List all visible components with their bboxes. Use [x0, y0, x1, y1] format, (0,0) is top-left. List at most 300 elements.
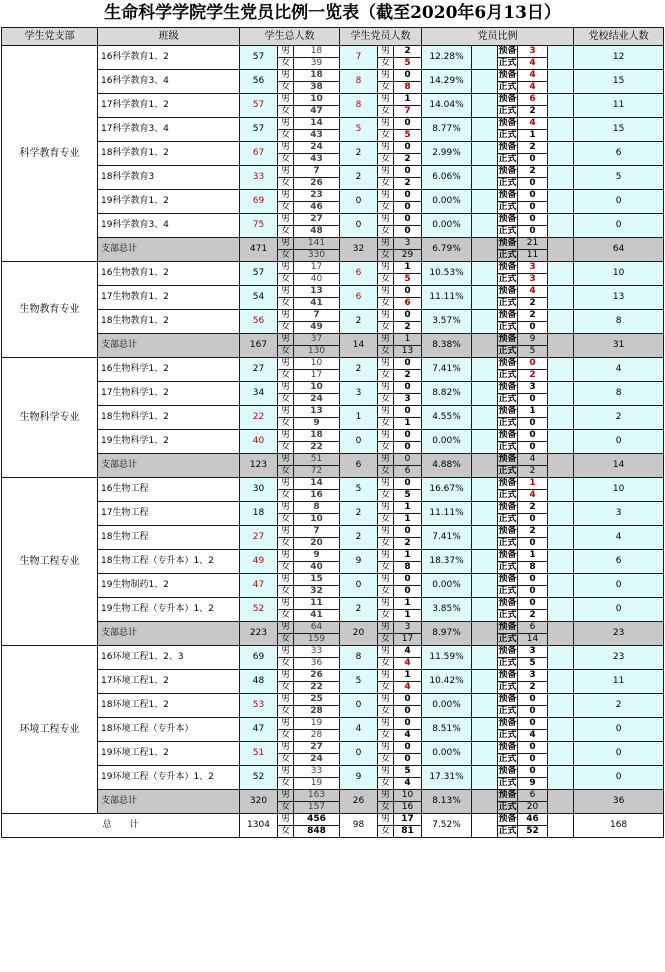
female-count: 38: [294, 82, 340, 94]
probationary-label: 预备: [498, 118, 517, 128]
formal-count: 2: [518, 106, 548, 118]
party-male-count: 1: [394, 334, 422, 346]
ratio-spacer: [472, 94, 498, 118]
class-name: 17科学教育3、4: [98, 118, 240, 142]
party-male-label: 男: [378, 430, 394, 442]
party-female-label: 女: [378, 466, 394, 478]
party-female-label: 女: [378, 154, 394, 166]
female-label: 女: [278, 634, 294, 646]
total-students: 27: [240, 526, 278, 550]
party-ratio: 8.82%: [422, 382, 472, 406]
class-name: 17生物工程: [98, 502, 240, 526]
male-count: 10: [294, 382, 340, 394]
female-count: 22: [294, 442, 340, 454]
party-ratio: 14.04%: [422, 94, 472, 118]
party-ratio: 7.41%: [422, 358, 472, 382]
male-label: 男: [278, 814, 294, 826]
formal-label: 正式: [498, 490, 517, 500]
probationary-count: 3: [518, 646, 548, 658]
table-row: [2, 214, 664, 226]
male-label: 男: [278, 334, 294, 346]
party-ratio: 11.11%: [422, 286, 472, 310]
party-ratio: 0.00%: [422, 742, 472, 766]
male-count: 10: [294, 94, 340, 106]
formal-count: 5: [518, 658, 548, 670]
class-name: 19科学教育3、4: [98, 214, 240, 238]
total-students: 47: [240, 718, 278, 742]
ratio-spacer-right: [548, 190, 574, 214]
probationary-label: 预备: [498, 94, 517, 104]
party-school-grads: 64: [574, 238, 664, 262]
ratio-spacer-right: [548, 358, 574, 382]
ratio-spacer: [472, 310, 498, 334]
table-row: [2, 742, 664, 754]
ratio-spacer: [472, 742, 498, 766]
female-count: 28: [294, 730, 340, 742]
female-count: 157: [294, 802, 340, 814]
female-label: 女: [278, 802, 294, 814]
class-name: 17环境工程1、2: [98, 670, 240, 694]
female-label: 女: [278, 586, 294, 598]
party-ratio: 4.88%: [422, 454, 472, 478]
party-male-count: 0: [394, 406, 422, 418]
male-count: 14: [294, 118, 340, 130]
female-label: 女: [278, 130, 294, 142]
ratio-spacer: [472, 166, 498, 190]
party-members: 3: [340, 382, 378, 406]
probationary-count: 0: [518, 430, 548, 442]
party-female-label: 女: [378, 250, 394, 262]
party-male-count: 1: [394, 94, 422, 106]
table-row: [2, 262, 664, 274]
total-students: 52: [240, 598, 278, 622]
party-male-label: 男: [378, 550, 394, 562]
party-female-label: 女: [378, 490, 394, 502]
formal-count: 11: [518, 250, 548, 262]
party-female-count: 4: [394, 730, 422, 742]
formal-label: 正式: [498, 586, 517, 596]
party-male-label: 男: [378, 286, 394, 298]
female-count: 46: [294, 202, 340, 214]
class-name: 19科学教育1、2: [98, 190, 240, 214]
total-students: 47: [240, 574, 278, 598]
male-count: 64: [294, 622, 340, 634]
table-row: [2, 598, 664, 610]
party-ratio: 4.55%: [422, 406, 472, 430]
party-male-label: 男: [378, 526, 394, 538]
party-school-grads: 6: [574, 142, 664, 166]
male-count: 37: [294, 334, 340, 346]
ratio-spacer: [472, 694, 498, 718]
party-female-count: 5: [394, 490, 422, 502]
probationary-label: 预备: [498, 46, 517, 56]
female-count: 28: [294, 706, 340, 718]
ratio-spacer: [472, 574, 498, 598]
ratio-spacer: [472, 478, 498, 502]
formal-count: 0: [518, 538, 548, 550]
subtotal-row: [2, 334, 664, 346]
female-label: 女: [278, 274, 294, 286]
party-female-count: 8: [394, 82, 422, 94]
party-school-grads: 23: [574, 646, 664, 670]
female-count: 40: [294, 274, 340, 286]
formal-label: 正式: [498, 826, 517, 836]
female-label: 女: [278, 730, 294, 742]
party-female-count: 16: [394, 802, 422, 814]
male-count: 456: [294, 814, 340, 826]
total-students: 52: [240, 766, 278, 790]
party-female-count: 0: [394, 442, 422, 454]
probationary-label: 预备: [498, 502, 517, 512]
table-row: [2, 766, 664, 778]
ratio-spacer-right: [548, 550, 574, 574]
male-count: 141: [294, 238, 340, 250]
party-ratio: 14.29%: [422, 70, 472, 94]
header-total-students: 学生总人数: [240, 28, 340, 46]
probationary-label: 预备: [498, 70, 517, 80]
party-female-count: 0: [394, 706, 422, 718]
party-members: 9: [340, 550, 378, 574]
ratio-spacer-right: [548, 430, 574, 454]
total-students: 51: [240, 742, 278, 766]
party-male-count: 1: [394, 670, 422, 682]
probationary-count: 0: [518, 718, 548, 730]
male-count: 51: [294, 454, 340, 466]
female-label: 女: [278, 202, 294, 214]
formal-label: 正式: [498, 298, 517, 308]
male-count: 18: [294, 46, 340, 58]
party-members: 20: [340, 622, 378, 646]
formal-label: 正式: [498, 394, 517, 404]
male-label: 男: [278, 310, 294, 322]
formal-count: 0: [518, 154, 548, 166]
page-title: 生命科学学院学生党员比例一览表（截至2020年6月13日）: [104, 3, 561, 23]
probationary-count: 6: [518, 790, 548, 802]
table-row: [2, 430, 664, 442]
probationary-label: 预备: [498, 766, 517, 776]
table-row: [2, 670, 664, 682]
ratio-spacer-right: [548, 310, 574, 334]
class-name: 18生物工程: [98, 526, 240, 550]
formal-label: 正式: [498, 562, 517, 572]
male-count: 17: [294, 262, 340, 274]
formal-count: 1: [518, 130, 548, 142]
male-count: 24: [294, 142, 340, 154]
table-row: [2, 166, 664, 178]
formal-label: 正式: [498, 754, 517, 764]
class-name: 16生物工程: [98, 478, 240, 502]
probationary-count: 6: [518, 622, 548, 634]
probationary-count: 4: [518, 70, 548, 82]
party-school-grads: 31: [574, 334, 664, 358]
female-count: 26: [294, 178, 340, 190]
total-students: 54: [240, 286, 278, 310]
party-female-label: 女: [378, 826, 394, 838]
party-school-grads: 0: [574, 574, 664, 598]
formal-label: 正式: [498, 226, 517, 236]
male-label: 男: [278, 766, 294, 778]
female-label: 女: [278, 538, 294, 550]
party-ratio: 7.41%: [422, 526, 472, 550]
table-row: [2, 574, 664, 586]
formal-label: 正式: [498, 514, 517, 524]
party-male-count: 0: [394, 430, 422, 442]
formal-count: 2: [518, 370, 548, 382]
total-students: 57: [240, 118, 278, 142]
probationary-count: 4: [518, 286, 548, 298]
male-count: 27: [294, 742, 340, 754]
formal-count: 8: [518, 562, 548, 574]
ratio-spacer: [472, 598, 498, 622]
female-count: 17: [294, 370, 340, 382]
class-name: 17科学教育1、2: [98, 94, 240, 118]
probationary-count: 0: [518, 598, 548, 610]
formal-label: 正式: [498, 610, 517, 620]
male-label: 男: [278, 166, 294, 178]
formal-label: 正式: [498, 58, 517, 68]
class-name: 支部总计: [98, 622, 240, 646]
probationary-count: 2: [518, 502, 548, 514]
party-male-count: 0: [394, 382, 422, 394]
male-label: 男: [278, 238, 294, 250]
party-male-label: 男: [378, 310, 394, 322]
formal-count: 0: [518, 418, 548, 430]
male-label: 男: [278, 742, 294, 754]
probationary-count: 0: [518, 574, 548, 586]
party-female-count: 1: [394, 418, 422, 430]
male-label: 男: [278, 790, 294, 802]
formal-label: 正式: [498, 658, 517, 668]
party-members: 5: [340, 118, 378, 142]
total-students: 57: [240, 94, 278, 118]
party-members: 5: [340, 478, 378, 502]
party-ratio: 8.51%: [422, 718, 472, 742]
class-name: 18生物工程（专升本）1、2: [98, 550, 240, 574]
probationary-label: 预备: [498, 694, 517, 704]
party-members: 2: [340, 310, 378, 334]
male-count: 23: [294, 190, 340, 202]
branch-name: 科学教育专业: [2, 46, 98, 262]
subtotal-row: [2, 622, 664, 634]
ratio-spacer: [472, 670, 498, 694]
party-female-count: 7: [394, 106, 422, 118]
formal-count: 0: [518, 394, 548, 406]
probationary-count: 2: [518, 310, 548, 322]
ratio-spacer-right: [548, 214, 574, 238]
party-members: 1: [340, 406, 378, 430]
party-male-count: 0: [394, 478, 422, 490]
male-label: 男: [278, 718, 294, 730]
party-ratio: 6.79%: [422, 238, 472, 262]
male-count: 26: [294, 670, 340, 682]
ratio-spacer: [472, 70, 498, 94]
party-male-label: 男: [378, 46, 394, 58]
ratio-spacer: [472, 190, 498, 214]
female-count: 19: [294, 778, 340, 790]
party-female-count: 4: [394, 658, 422, 670]
probationary-label: 预备: [498, 142, 517, 152]
party-female-label: 女: [378, 322, 394, 334]
ratio-spacer: [472, 238, 498, 262]
ratio-spacer: [472, 790, 498, 814]
probationary-label: 预备: [498, 214, 517, 224]
party-school-grads: 11: [574, 670, 664, 694]
party-members: 9: [340, 766, 378, 790]
female-label: 女: [278, 466, 294, 478]
female-count: 16: [294, 490, 340, 502]
male-count: 7: [294, 310, 340, 322]
ratio-spacer: [472, 550, 498, 574]
male-count: 27: [294, 214, 340, 226]
party-male-count: 0: [394, 166, 422, 178]
ratio-spacer: [472, 454, 498, 478]
party-female-label: 女: [378, 394, 394, 406]
party-ratio: 8.77%: [422, 118, 472, 142]
total-students: 69: [240, 190, 278, 214]
male-label: 男: [278, 286, 294, 298]
party-male-count: 1: [394, 550, 422, 562]
male-count: 8: [294, 502, 340, 514]
formal-label: 正式: [498, 466, 517, 476]
party-school-grads: 23: [574, 622, 664, 646]
ratio-spacer: [472, 430, 498, 454]
male-count: 163: [294, 790, 340, 802]
party-male-count: 0: [394, 214, 422, 226]
table-row: [2, 718, 664, 730]
party-ratio: 3.85%: [422, 598, 472, 622]
class-name: 16生物科学1、2: [98, 358, 240, 382]
party-members: 2: [340, 142, 378, 166]
party-male-label: 男: [378, 598, 394, 610]
formal-label: 正式: [498, 346, 517, 356]
female-count: 330: [294, 250, 340, 262]
party-male-label: 男: [378, 70, 394, 82]
female-count: 130: [294, 346, 340, 358]
male-count: 10: [294, 358, 340, 370]
party-school-grads: 5: [574, 166, 664, 190]
party-member-table: [1, 27, 664, 838]
formal-label: 正式: [498, 154, 517, 164]
party-female-count: 13: [394, 346, 422, 358]
party-members: 8: [340, 94, 378, 118]
party-school-grads: 0: [574, 766, 664, 790]
male-label: 男: [278, 406, 294, 418]
party-members: 26: [340, 790, 378, 814]
formal-count: 4: [518, 82, 548, 94]
class-name: 支部总计: [98, 790, 240, 814]
party-ratio: 0.00%: [422, 694, 472, 718]
party-ratio: 18.37%: [422, 550, 472, 574]
female-count: 22: [294, 682, 340, 694]
probationary-count: 3: [518, 382, 548, 394]
class-name: 19生物科学1、2: [98, 430, 240, 454]
party-ratio: 0.00%: [422, 214, 472, 238]
formal-count: 0: [518, 202, 548, 214]
ratio-spacer-right: [548, 166, 574, 190]
party-members: 0: [340, 190, 378, 214]
female-label: 女: [278, 322, 294, 334]
probationary-count: 0: [518, 214, 548, 226]
ratio-spacer: [472, 46, 498, 70]
probationary-count: 0: [518, 190, 548, 202]
probationary-label: 预备: [498, 814, 517, 824]
female-count: 72: [294, 466, 340, 478]
probationary-count: 4: [518, 454, 548, 466]
formal-label: 正式: [498, 370, 517, 380]
party-members: 0: [340, 214, 378, 238]
party-male-count: 2: [394, 46, 422, 58]
female-label: 女: [278, 250, 294, 262]
ratio-spacer-right: [548, 502, 574, 526]
ratio-spacer: [472, 502, 498, 526]
party-ratio: 8.38%: [422, 334, 472, 358]
formal-count: 2: [518, 466, 548, 478]
party-male-count: 0: [394, 190, 422, 202]
table-row: [2, 142, 664, 154]
party-school-grads: 15: [574, 118, 664, 142]
female-count: 848: [294, 826, 340, 838]
party-ratio: 12.28%: [422, 46, 472, 70]
party-female-label: 女: [378, 514, 394, 526]
probationary-label: 预备: [498, 310, 517, 320]
party-male-label: 男: [378, 142, 394, 154]
ratio-spacer: [472, 286, 498, 310]
formal-count: 4: [518, 58, 548, 70]
class-name: 18生物教育1、2: [98, 310, 240, 334]
ratio-spacer-right: [548, 142, 574, 166]
party-members: 6: [340, 286, 378, 310]
party-members: 2: [340, 526, 378, 550]
male-label: 男: [278, 118, 294, 130]
table-row: [2, 118, 664, 130]
party-male-label: 男: [378, 670, 394, 682]
class-name: 16科学教育3、4: [98, 70, 240, 94]
ratio-spacer-right: [548, 262, 574, 286]
branch-name: 生物科学专业: [2, 358, 98, 478]
male-label: 男: [278, 454, 294, 466]
formal-count: 0: [518, 514, 548, 526]
total-students: 223: [240, 622, 278, 646]
male-count: 7: [294, 166, 340, 178]
subtotal-row: [2, 454, 664, 466]
ratio-spacer: [472, 622, 498, 646]
formal-count: 2: [518, 298, 548, 310]
female-label: 女: [278, 370, 294, 382]
probationary-label: 预备: [498, 166, 517, 176]
party-male-label: 男: [378, 118, 394, 130]
class-name: 18科学教育3: [98, 166, 240, 190]
probationary-label: 预备: [498, 430, 517, 440]
female-label: 女: [278, 442, 294, 454]
female-count: 24: [294, 394, 340, 406]
party-ratio: 16.67%: [422, 478, 472, 502]
probationary-count: 0: [518, 694, 548, 706]
formal-count: 4: [518, 730, 548, 742]
ratio-spacer: [472, 406, 498, 430]
party-male-label: 男: [378, 574, 394, 586]
probationary-label: 预备: [498, 646, 517, 656]
party-members: 8: [340, 646, 378, 670]
male-label: 男: [278, 70, 294, 82]
male-count: 14: [294, 478, 340, 490]
female-count: 24: [294, 754, 340, 766]
party-school-grads: 0: [574, 214, 664, 238]
male-count: 7: [294, 526, 340, 538]
ratio-spacer-right: [548, 70, 574, 94]
party-ratio: 2.99%: [422, 142, 472, 166]
formal-count: 0: [518, 442, 548, 454]
party-male-label: 男: [378, 94, 394, 106]
